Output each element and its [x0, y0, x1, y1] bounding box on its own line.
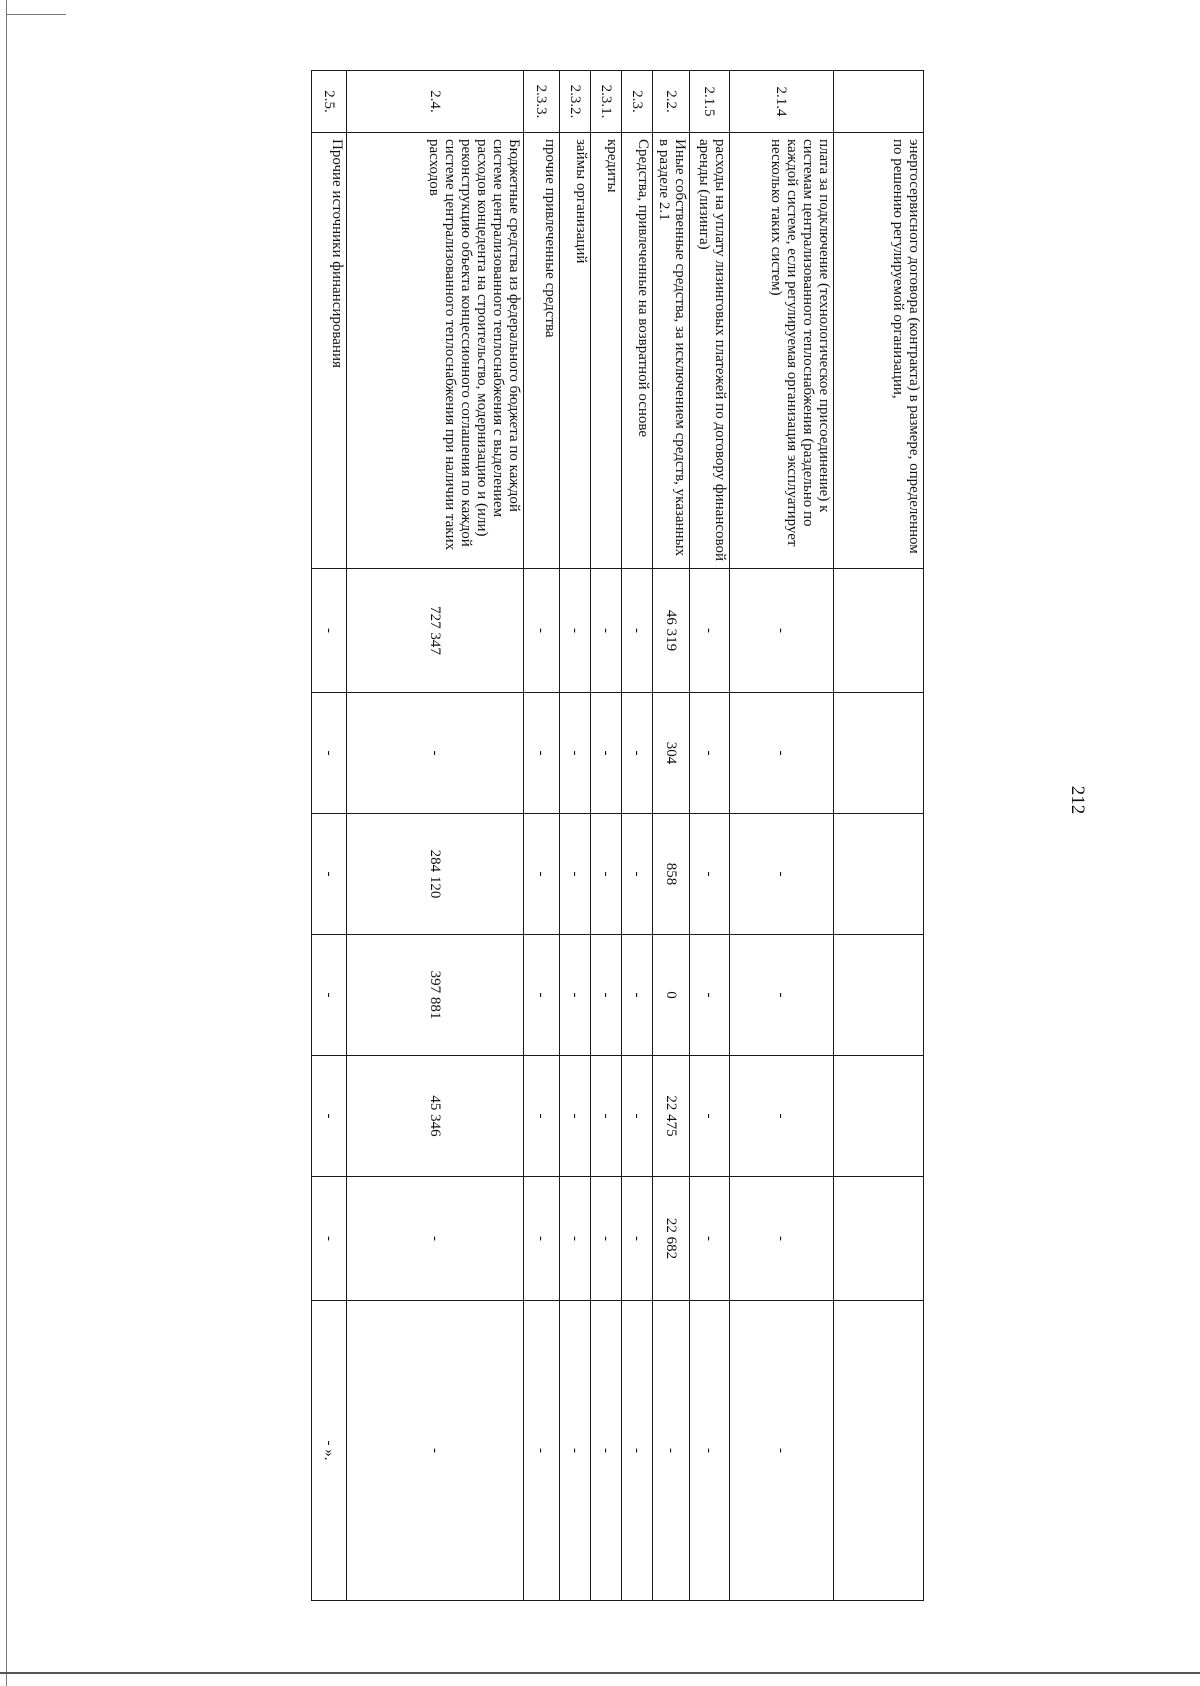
row-value-2: - [312, 693, 347, 814]
row-code: 2.3.2. [560, 71, 591, 133]
row-value-6: - [312, 1177, 347, 1301]
row-value-4: 0 [653, 935, 690, 1056]
row-value-5: - [312, 1056, 347, 1177]
row-value-7: - [690, 1301, 730, 1601]
row-value-5: - [690, 1056, 730, 1177]
row-value-4: - [622, 935, 653, 1056]
row-value-2: - [591, 693, 622, 814]
table-row [591, 71, 622, 1601]
row-value-6: - [622, 1177, 653, 1301]
row-value-4: - [730, 935, 834, 1056]
row-value-2: - [347, 693, 524, 814]
row-value-4: 397 881 [347, 935, 524, 1056]
table-row [834, 71, 924, 1601]
row-value-2: - [730, 693, 834, 814]
row-value-5: 22 475 [653, 1056, 690, 1177]
row-code: 2.1.4 [730, 71, 834, 133]
row-value-2: 304 [653, 693, 690, 814]
row-name: займы организаций [560, 133, 591, 569]
table-row [622, 71, 653, 1601]
row-name: Средства, привлеченные на возвратной основе [622, 133, 653, 569]
row-value-1: - [690, 569, 730, 693]
row-value-1: - [560, 569, 591, 693]
table-row [347, 71, 524, 1601]
row-name: Бюджетные средства из федерального бюджета по каждой системе централизованного теплоснабжения с выделением расходов концедента на строительство, модернизацию и (или) реконструкцию объекта концессионного соглашения по каждой системе централизованного теплоснабжения при наличии таких расходов [347, 133, 524, 569]
table-row [560, 71, 591, 1601]
row-value-7 [834, 1301, 924, 1601]
row-value-3: - [560, 814, 591, 935]
row-name: расходы на уплату лизинговых платежей по договору финансовой аренды (лизинга) [690, 133, 730, 569]
row-value-7: - [591, 1301, 622, 1601]
row-value-5: - [591, 1056, 622, 1177]
row-value-1: 727 347 [347, 569, 524, 693]
row-value-3: - [312, 814, 347, 935]
row-value-7: - [622, 1301, 653, 1601]
row-value-3: - [591, 814, 622, 935]
row-value-1: - [591, 569, 622, 693]
row-value-7: - ». [312, 1301, 347, 1601]
row-value-2: - [560, 693, 591, 814]
row-code: 2.3. [622, 71, 653, 133]
row-value-5 [834, 1056, 924, 1177]
row-value-1 [834, 569, 924, 693]
table-row [653, 71, 690, 1601]
row-value-2: - [690, 693, 730, 814]
row-value-6: - [690, 1177, 730, 1301]
row-value-1: - [312, 569, 347, 693]
row-value-1: 46 319 [653, 569, 690, 693]
row-code: 2.3.1. [591, 71, 622, 133]
scan-edge-left [6, 0, 7, 1686]
row-value-7: - [653, 1301, 690, 1601]
row-name: прочие привлеченные средства [524, 133, 560, 569]
scan-edge-bottom [0, 1672, 1200, 1674]
table-row [524, 71, 560, 1601]
row-code: 2.3.3. [524, 71, 560, 133]
row-name: Иные собственные средства, за исключением средств, указанных в разделе 2.1 [653, 133, 690, 569]
financing-table [311, 70, 924, 1601]
row-value-6: - [560, 1177, 591, 1301]
row-value-4: - [524, 935, 560, 1056]
row-code [834, 71, 924, 133]
scan-edge-top [6, 14, 66, 15]
row-value-5: 45 346 [347, 1056, 524, 1177]
row-code: 2.4. [347, 71, 524, 133]
row-value-4: - [591, 935, 622, 1056]
row-value-6: - [591, 1177, 622, 1301]
row-value-2 [834, 693, 924, 814]
row-name: кредиты [591, 133, 622, 569]
row-value-5: - [730, 1056, 834, 1177]
row-name: энергосервисного договора (контракта) в размере, определенном по решению регулируемой организации, [834, 133, 924, 569]
row-name: Прочие источники финансирования [312, 133, 347, 569]
row-value-6: - [347, 1177, 524, 1301]
row-value-5: - [524, 1056, 560, 1177]
row-value-3: 284 120 [347, 814, 524, 935]
row-value-7: - [560, 1301, 591, 1601]
row-value-3: - [690, 814, 730, 935]
table-row [690, 71, 730, 1601]
row-code: 2.1.5 [690, 71, 730, 133]
table-row [312, 71, 347, 1601]
row-value-7: - [524, 1301, 560, 1601]
row-value-7: - [347, 1301, 524, 1601]
row-value-4: - [312, 935, 347, 1056]
row-value-5: - [560, 1056, 591, 1177]
row-value-6 [834, 1177, 924, 1301]
row-value-3 [834, 814, 924, 935]
row-value-5: - [622, 1056, 653, 1177]
row-value-3: - [622, 814, 653, 935]
row-value-1: - [622, 569, 653, 693]
row-value-2: - [524, 693, 560, 814]
row-value-3: - [730, 814, 834, 935]
rotated-page [318, 60, 1148, 1600]
table-body [312, 71, 924, 1601]
row-name: плата за подключение (технологическое присоединение) к системам централизованного теплоснабжения (раздельно по каждой системе, если регулируемая организация эксплуатирует несколько таких систем) [730, 133, 834, 569]
row-value-6: - [730, 1177, 834, 1301]
row-value-1: - [730, 569, 834, 693]
row-value-4 [834, 935, 924, 1056]
row-value-6: 22 682 [653, 1177, 690, 1301]
row-code: 2.5. [312, 71, 347, 133]
row-value-2: - [622, 693, 653, 814]
row-value-4: - [690, 935, 730, 1056]
row-value-7: - [730, 1301, 834, 1601]
table-row [730, 71, 834, 1601]
row-value-4: - [560, 935, 591, 1056]
row-code: 2.2. [653, 71, 690, 133]
row-value-6: - [524, 1177, 560, 1301]
row-value-3: 858 [653, 814, 690, 935]
row-value-1: - [524, 569, 560, 693]
page-number: 212 [1067, 785, 1088, 815]
row-value-3: - [524, 814, 560, 935]
